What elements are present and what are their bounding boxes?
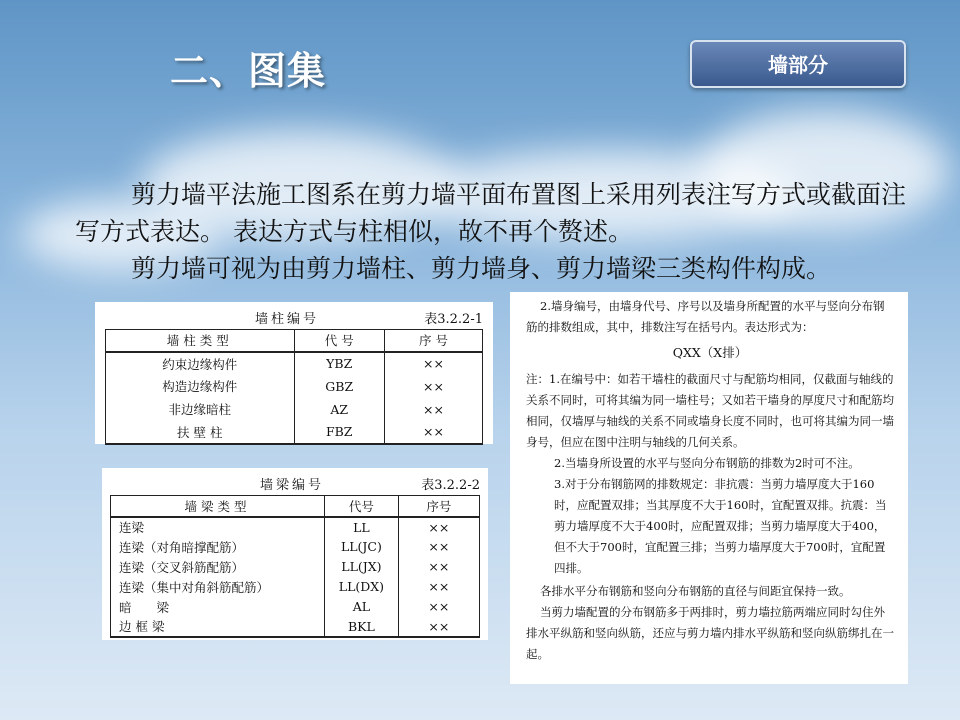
table-cell: ×× — [384, 421, 482, 444]
paragraph-2: 剪力墙可视为由剪力墙柱、剪力墙身、剪力墙梁三类构件构成。 — [131, 254, 832, 283]
table-cell: 约束边缘构件 — [106, 352, 295, 375]
table-cell: 连梁（集中对角斜筋配筋） — [111, 577, 325, 597]
table-cell: LL(JX) — [325, 557, 399, 577]
table-row — [111, 537, 480, 557]
table-header-row — [111, 496, 480, 517]
header-cell: 墙柱类型 — [106, 330, 295, 352]
table-cell: LL(JC) — [325, 537, 399, 557]
table-row — [106, 375, 483, 398]
table-cell: ×× — [384, 398, 482, 421]
wall-column-table — [105, 329, 483, 445]
table-caption-row — [110, 474, 480, 495]
header-cell: 墙梁类型 — [111, 496, 325, 517]
table-cell: 构造边缘构件 — [106, 375, 295, 398]
header-cell: 代号 — [325, 496, 399, 517]
table-cell: GBZ — [294, 375, 384, 398]
table-cell: ×× — [398, 517, 479, 537]
notes-intro: 2.墙身编号，由墙身代号、序号以及墙身所配置的水平与竖向分布钢筋的排数组成，其中，排数注写在括号内。表达形式为： — [526, 299, 885, 334]
table-row — [111, 557, 480, 577]
wall-column-table-image — [95, 302, 493, 444]
table-row — [106, 398, 483, 421]
table-row — [111, 517, 480, 537]
table-row — [106, 421, 483, 444]
slide-title: 二、图集 — [170, 49, 327, 93]
table-cell: ×× — [398, 557, 479, 577]
table-cell: AL — [325, 597, 399, 617]
wall-body-notes — [510, 292, 908, 684]
table-row — [111, 617, 480, 637]
table-cell: BKL — [325, 617, 399, 637]
wall-beam-table — [110, 495, 480, 638]
table-cell: ×× — [398, 597, 479, 617]
table-cell: ×× — [398, 617, 479, 637]
header-cell: 序 号 — [384, 330, 482, 352]
notes-formula: QXX（X排） — [672, 345, 748, 360]
table-cell: ×× — [384, 375, 482, 398]
table-number: 表3.2.2-2 — [421, 478, 480, 493]
table-cell: 边 框 梁 — [111, 617, 325, 637]
notes-paragraph-a: 各排水平分布钢筋和竖向分布钢筋的直径与间距宜保持一致。 — [540, 584, 851, 598]
table-row — [111, 577, 480, 597]
table-cell: AZ — [294, 398, 384, 421]
body-text — [75, 176, 925, 287]
note-2: 2.当墙身所设置的水平与竖向分布钢筋的排数为2时可不注。 — [554, 456, 860, 470]
paragraph-1: 剪力墙平法施工图系在剪力墙平面布置图上采用列表注写方式或截面注写方式表达。 表达方式与柱相似，故不再个赘述。 — [75, 180, 907, 246]
table-number: 表3.2.2-1 — [424, 312, 483, 327]
table-cell: 连梁（交叉斜筋配筋） — [111, 557, 325, 577]
header-cell: 代 号 — [294, 330, 384, 352]
table-cell: FBZ — [294, 421, 384, 444]
table-cell: 非边缘暗柱 — [106, 398, 295, 421]
table-cell: 连梁 — [111, 517, 325, 537]
table-cell: 暗 梁 — [111, 597, 325, 617]
table-caption: 墙梁编号 — [260, 478, 325, 493]
table-cell: LL(DX) — [325, 577, 399, 597]
table-row — [106, 352, 483, 375]
table-cell: LL — [325, 517, 399, 537]
table-row — [111, 597, 480, 617]
table-cell: ×× — [384, 352, 482, 375]
wall-beam-table-image — [102, 468, 488, 640]
table-cell: ×× — [398, 577, 479, 597]
header-cell: 序号 — [398, 496, 479, 517]
notes-paragraph-b: 当剪力墙配置的分布钢筋多于两排时，剪力墙拉筋两端应同时勾住外排水平纵筋和竖向纵筋，还应与剪力墙内排水平纵筋和竖向纵筋绑扎在一起。 — [526, 605, 894, 661]
table-cell: YBZ — [294, 352, 384, 375]
table-cell: 连梁（对角暗撑配筋） — [111, 537, 325, 557]
table-cell: ×× — [398, 537, 479, 557]
note-3: 3.对于分布钢筋网的排数规定：非抗震：当剪力墙厚度大于160时，应配置双排；当其厚度不大于160时，宜配置双排。抗震：当剪力墙厚度不大于400时，应配置双排；当剪力墙厚度大于400，但不大于700时，宜配置三排；当剪力墙厚度大于700时，宜配置四排。 — [554, 477, 887, 575]
table-caption: 墙柱编号 — [255, 312, 320, 327]
table-cell: 扶 壁 柱 — [106, 421, 295, 444]
table-caption-row — [105, 308, 483, 329]
table-header-row — [106, 330, 483, 352]
section-badge[interactable]: 墙部分 — [690, 40, 906, 88]
note-1: 注：1.在编号中：如若干墙柱的截面尺寸与配筋均相同，仅截面与轴线的关系不同时，可将其编为同一墙柱号；又如若干墙身的厚度尺寸和配筋均相同，仅墙厚与轴线的关系不同或墙身长度不同时，也可将其编为同一墙身号，但应在图中注明与轴线的几何关系。 — [526, 372, 894, 449]
